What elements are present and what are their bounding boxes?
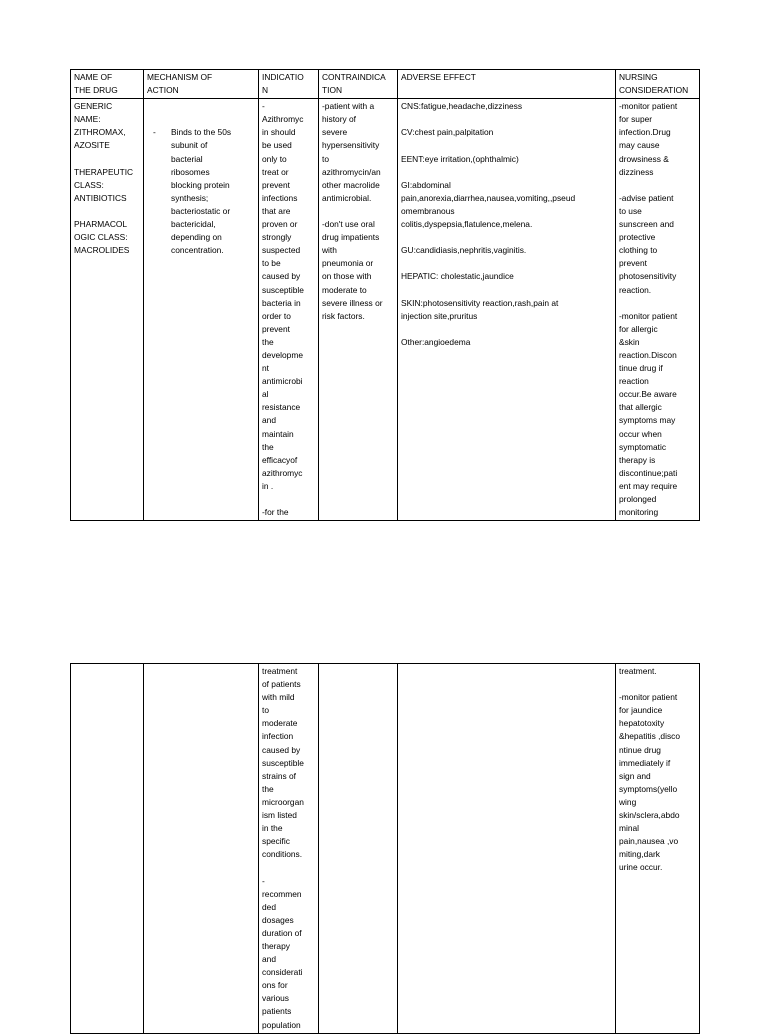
adverse-effect-cell: CNS:fatigue,headache,dizziness CV:chest pain,palpitation EENT:eye irritation,(ophthalmic) GI:abdominal pain,anorexia,diarrhea,nausea,vomiting,,pseud omembranous colitis,dyspepsia,flatulence,melena. GU:candidiasis,nephritis,vaginitis. HEPATIC: cholestatic,jaundice SKIN:photosensitivity reaction,rash,pain at injection site,pruritus Other:angioedema	[398, 99, 616, 521]
bullet-dash: -	[153, 127, 156, 138]
drug-study-table-page-2	[70, 663, 700, 1034]
mechanism-cell	[144, 664, 259, 1034]
list-item	[153, 126, 255, 257]
mechanism-cell	[144, 99, 259, 521]
table-row	[71, 99, 700, 521]
header-adverse-effect: ADVERSE EFFECT	[398, 70, 616, 99]
header-indication: INDICATIO N	[259, 70, 319, 99]
header-row	[71, 70, 700, 99]
table-row	[71, 664, 700, 1034]
indication-cell: - Azithromyc in should be used only to treat or prevent infections that are proven or strongly suspected to be caused by susceptible bacteria in order to prevent the developme nt antimicrobi al resistance and maintain the efficacyof azithromyc in . -for the	[259, 99, 319, 521]
adverse-effect-cell	[398, 664, 616, 1034]
mechanism-list	[147, 113, 255, 270]
indication-cell: treatment of patients with mild to moderate infection caused by susceptible strains of the microorgan ism listed in the specific conditions. - recommen ded dosages duration of therapy and considerati ons for various patients population	[259, 664, 319, 1034]
contraindication-cell: -patient with a history of severe hypersensitivity to azithromycin/an other macrolide antimicrobial. -don't use oral drug impatients with pneumonia or on those with moderate to severe illness or risk factors.	[319, 99, 398, 521]
header-drug-name: NAME OF THE DRUG	[71, 70, 144, 99]
drug-study-table-page-1	[70, 69, 700, 521]
header-nursing-consideration: NURSING CONSIDERATION	[616, 70, 700, 99]
nursing-consideration-cell: -monitor patient for super infection.Drug may cause drowsiness & dizziness -advise patient to use sunscreen and protective clothing to prevent photosensitivity reaction. -monitor patient for allergic &skin reaction.Discon tinue drug if reaction occur.Be aware that allergic symptoms may occur when symptomatic therapy is discontinue;pati ent may require prolonged monitoring	[616, 99, 700, 521]
drug-name-cell	[71, 664, 144, 1034]
header-contraindication: CONTRAINDICA TION	[319, 70, 398, 99]
header-mechanism: MECHANISM OF ACTION	[144, 70, 259, 99]
mechanism-text: Binds to the 50s subunit of bacterial ribosomes blocking protein synthesis; bacteriostatic or bactericidal, depending on concentration.	[171, 127, 232, 256]
nursing-consideration-cell: treatment. -monitor patient for jaundice hepatotoxity &hepatitis ,disco ntinue drug immediately if sign and symptoms(yello wing skin/sclera,abdo minal pain,nausea ,vo miting,dark urine occur.	[616, 664, 700, 1034]
contraindication-cell	[319, 664, 398, 1034]
drug-name-cell: GENERIC NAME: ZITHROMAX, AZOSITE THERAPEUTIC CLASS: ANTIBIOTICS PHARMACOL OGIC CLASS: MACROLIDES	[71, 99, 144, 521]
